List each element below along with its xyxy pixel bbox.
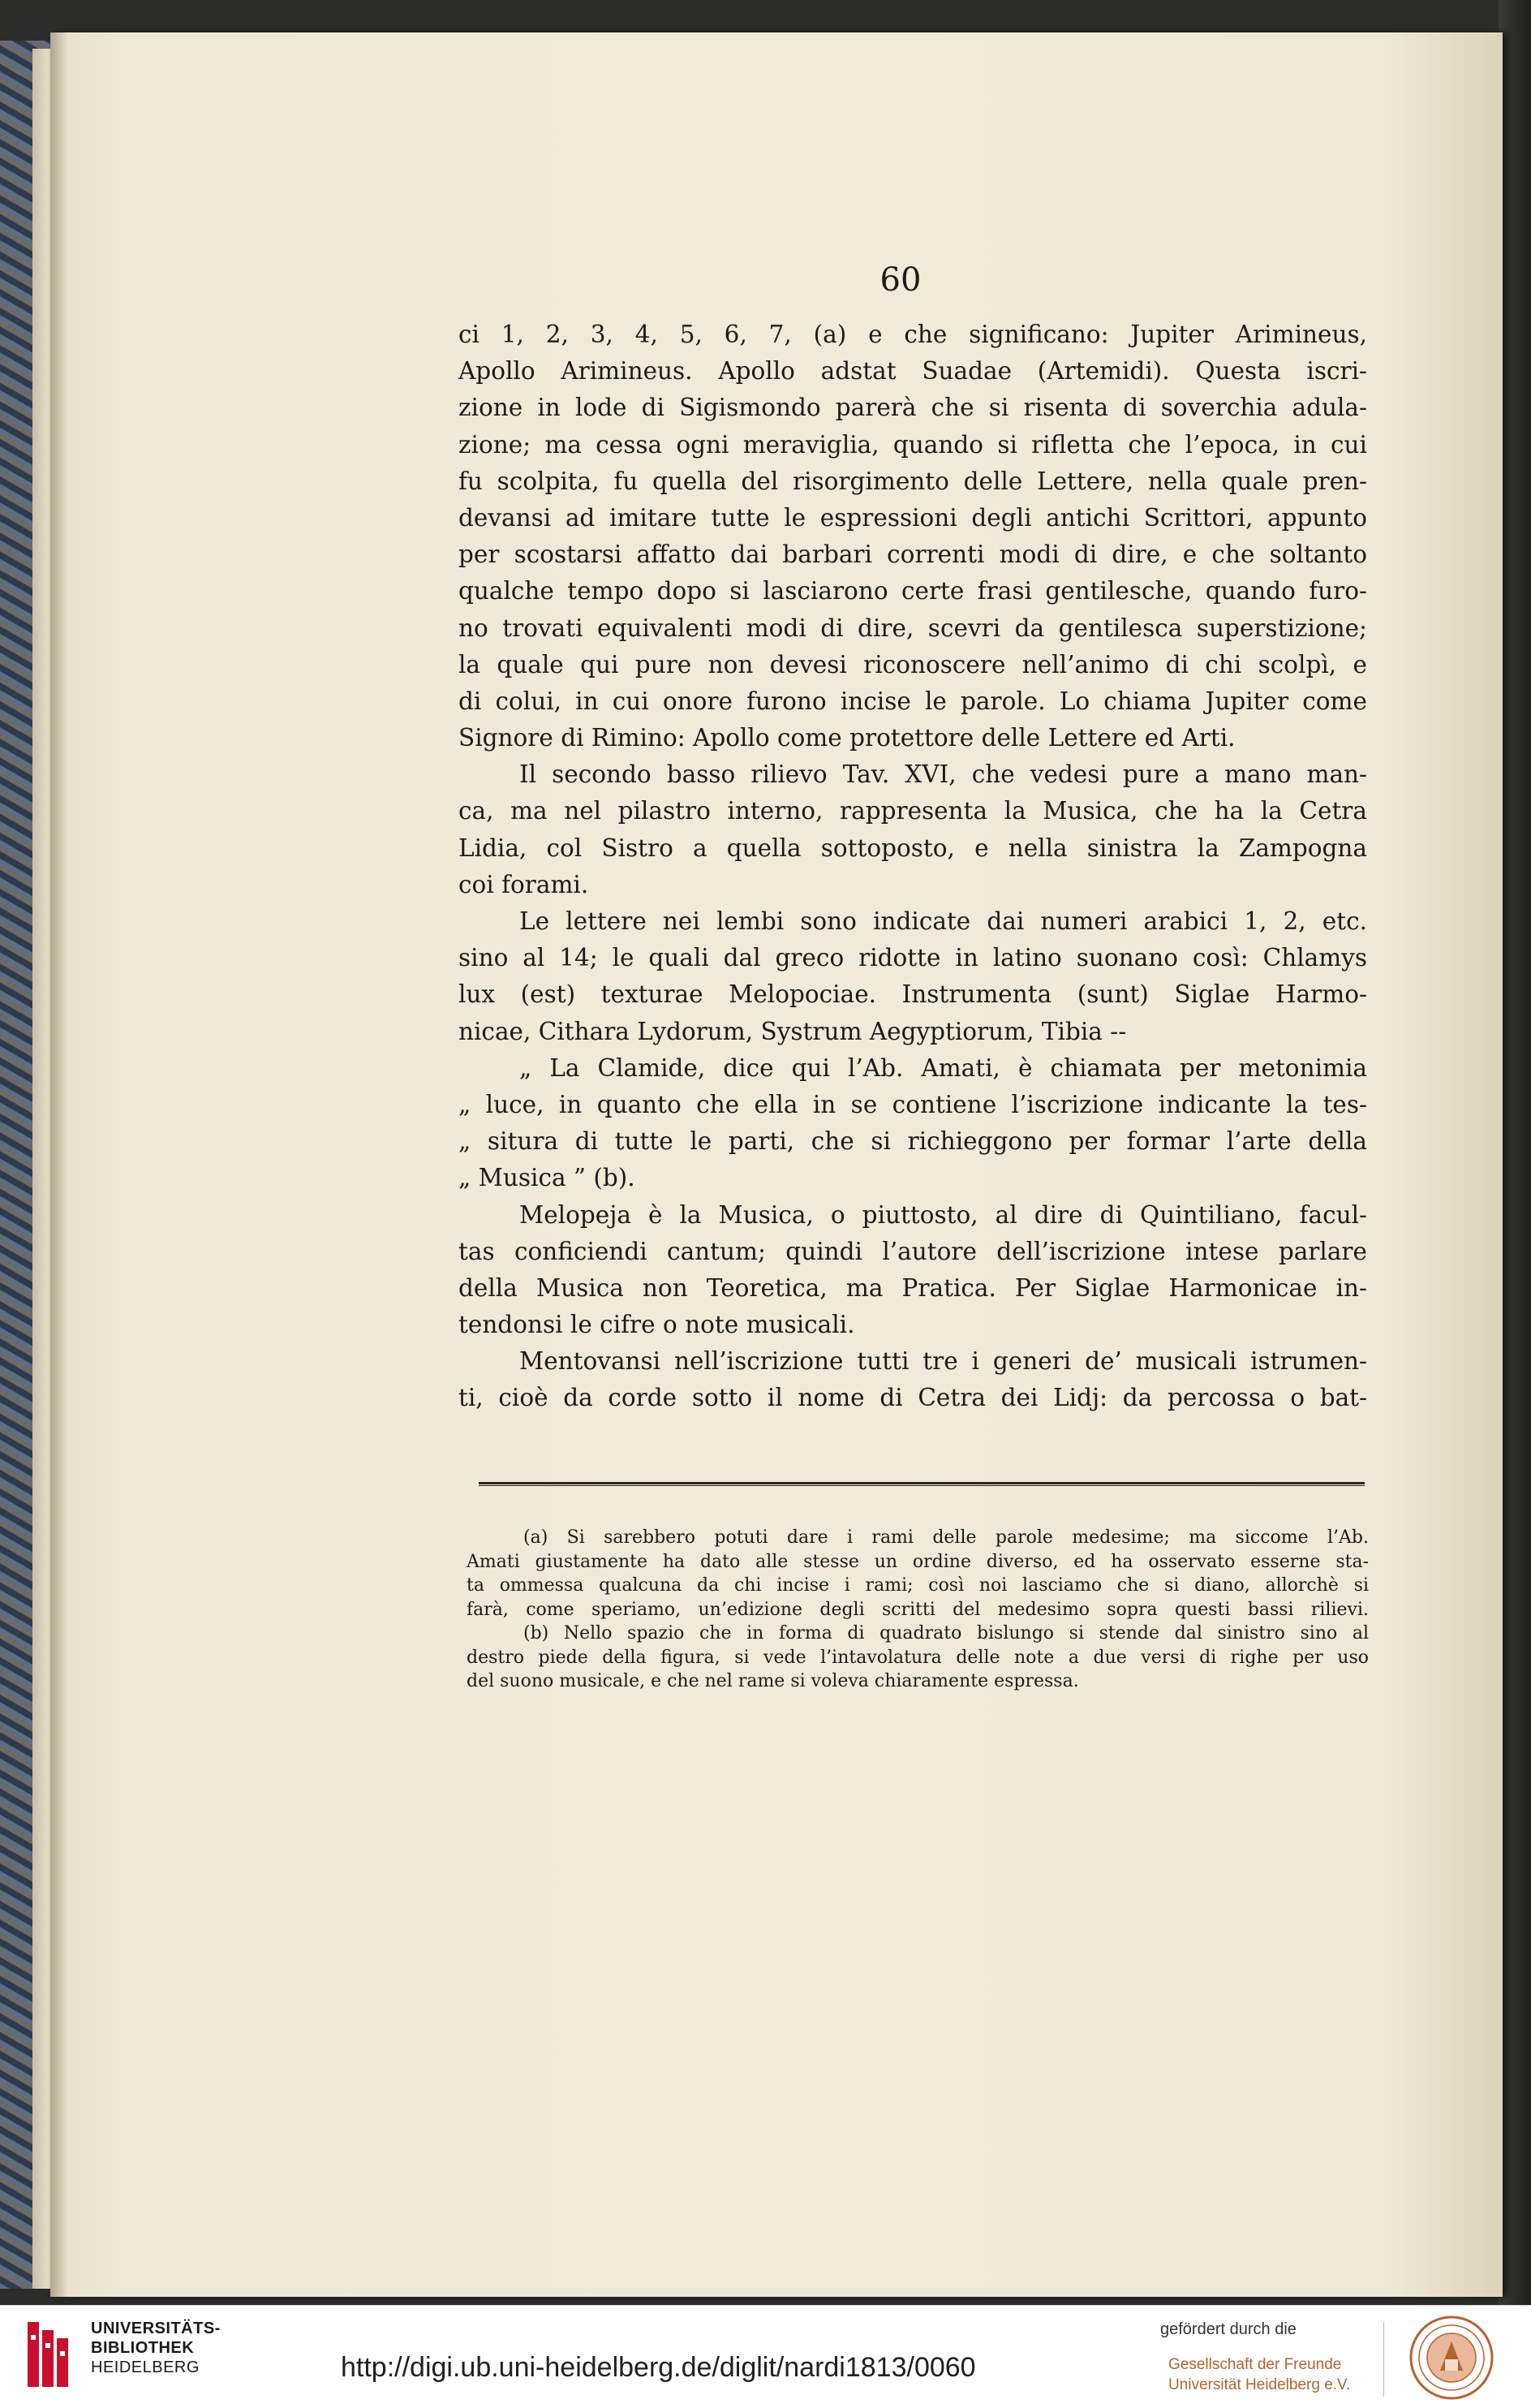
page-number: 60 <box>879 261 922 299</box>
text-line: Melopeja è la Musica, o piuttosto, al dire di Quintiliano, facul- <box>519 1200 1367 1229</box>
text-line: tendonsi le cifre o note musicali. <box>458 1311 855 1339</box>
text-line: coi forami. <box>458 870 589 898</box>
text-line: la quale qui pure non devesi riconoscere nell’animo di chi scolpì, e <box>458 650 1367 678</box>
sponsor-name-line: Gesellschaft der Freunde <box>1168 2356 1342 2373</box>
footer-banner <box>0 2305 1531 2408</box>
permalink-url[interactable]: http://digi.ub.uni-heidelberg.de/diglit/nardi1813/0060 <box>341 2352 976 2383</box>
university-seal-icon <box>1408 2314 1495 2402</box>
quote-line: „ La Clamide, dice qui l’Ab. Amati, è chiamata per metonimia <box>519 1053 1367 1082</box>
quote-line: „ luce, in quanto che ella in se contiene l’iscrizione indicante la tes- <box>458 1090 1367 1118</box>
sponsor-name-line: Universität Heidelberg e.V. <box>1168 2376 1351 2393</box>
text-line: Mentovansi nell’iscrizione tutti tre i generi de’ musicali istrumen- <box>519 1347 1367 1376</box>
ub-heidelberg-logo-icon[interactable] <box>24 2319 73 2390</box>
text-line: della Musica non Teoretica, ma Pratica. Per Siglae Harmonicae in- <box>458 1273 1367 1302</box>
text-line: di colui, in cui onore furono incise le parole. Lo chiama Jupiter come <box>458 687 1367 715</box>
footnote-line: destro piede della figura, si vede l’intavolatura delle note a due versi di righe per uso <box>467 1647 1369 1668</box>
footnote-line: (b) Nello spazio che in forma di quadrato bislungo si stende dal sinistro sino al <box>523 1623 1369 1643</box>
text-line: devansi ad imitare tutte le espressioni degli antichi Scrittori, appunto <box>458 503 1367 532</box>
quote-line: „ Musica ” (b). <box>458 1164 635 1192</box>
sponsor-label: gefördert durch die <box>1160 2320 1297 2338</box>
text-line: sino al 14; le quali dal greco ridotte in latino suonano così: Chlamys <box>458 944 1367 972</box>
footnotes <box>467 1526 1369 1694</box>
library-name-line: HEIDELBERG <box>91 2358 200 2376</box>
text-line: no trovati equivalenti modi di dire, scevri da gentilesca superstizione; <box>458 614 1367 642</box>
footnote-separator <box>479 1482 1365 1486</box>
footnote-line: ta ommessa qualcuna da chi incise i rami; così noi lasciamo che si diano, allorchè si <box>467 1575 1369 1596</box>
footnote-line: Amati giustamente ha dato alle stesse un ordine diverso, ed ha osservato esserne sta- <box>467 1551 1369 1572</box>
page-gutter <box>50 32 68 2297</box>
text-line: lux (est) texturae Melopociae. Instrumenta (sunt) Siglae Harmo- <box>458 980 1367 1009</box>
sponsor-name[interactable] <box>1168 2354 1350 2395</box>
divider <box>1383 2322 1384 2397</box>
text-line: Le lettere nei lembi sono indicate dai numeri arabici 1, 2, etc. <box>519 907 1367 935</box>
text-line: Apollo Arimineus. Apollo adstat Suadae (Artemidi). Questa iscri- <box>458 357 1367 386</box>
main-text <box>458 317 1367 1417</box>
text-line: Il secondo basso rilievo Tav. XVI, che vedesi pure a mano man- <box>519 760 1367 789</box>
text-line: Signore di Rimino: Apollo come protettore delle Lettere ed Arti. <box>458 724 1236 752</box>
library-name-line: BIBLIOTHEK <box>91 2339 195 2357</box>
text-line: ci 1, 2, 3, 4, 5, 6, 7, (a) e che significano: Jupiter Arimineus, <box>458 321 1367 348</box>
text-line: zione in lode di Sigismondo parerà che si risenta di soverchia adula- <box>458 394 1367 422</box>
library-name[interactable] <box>91 2319 221 2377</box>
text-line: ca, ma nel pilastro interno, rappresenta la Musica, che ha la Cetra <box>458 797 1367 825</box>
footnote-line: farà, come speriamo, un’edizione degli scritti del medesimo sopra questi bassi rilievi. <box>467 1599 1369 1620</box>
text-line: Lidia, col Sistro a quella sottoposto, e nella sinistra la Zampogna <box>458 834 1367 862</box>
text-line: qualche tempo dopo si lasciarono certe frasi gentilesche, quando furo- <box>458 577 1367 605</box>
footnote-line: del suono musicale, e che nel rame si voleva chiaramente espressa. <box>467 1671 1079 1691</box>
text-line: fu scolpita, fu quella del risorgimento delle Lettere, nella quale pren- <box>458 467 1367 495</box>
text-line: zione; ma cessa ogni meraviglia, quando si rifletta che l’epoca, in cui <box>458 430 1367 459</box>
text-line: ti, cioè da corde sotto il nome di Cetra dei Lidj: da percossa o bat- <box>458 1384 1367 1412</box>
footnote-line: (a) Si sarebbero potuti dare i rami delle parole medesime; ma siccome l’Ab. <box>523 1527 1369 1548</box>
quote-line: „ situra di tutte le parti, che si richieggono per formar l’arte della <box>458 1127 1367 1156</box>
page-shadow <box>1499 0 1531 2321</box>
text-line: tas conficiendi cantum; quindi l’autore dell’iscrizione intese parlare <box>458 1237 1367 1265</box>
library-name-line: UNIVERSITÄTS- <box>91 2320 221 2337</box>
text-line: per scostarsi affatto dai barbari correnti modi di dire, e che soltanto <box>458 541 1367 569</box>
text-line: nicae, Cithara Lydorum, Systrum Aegyptiorum, Tibia -- <box>458 1017 1127 1045</box>
